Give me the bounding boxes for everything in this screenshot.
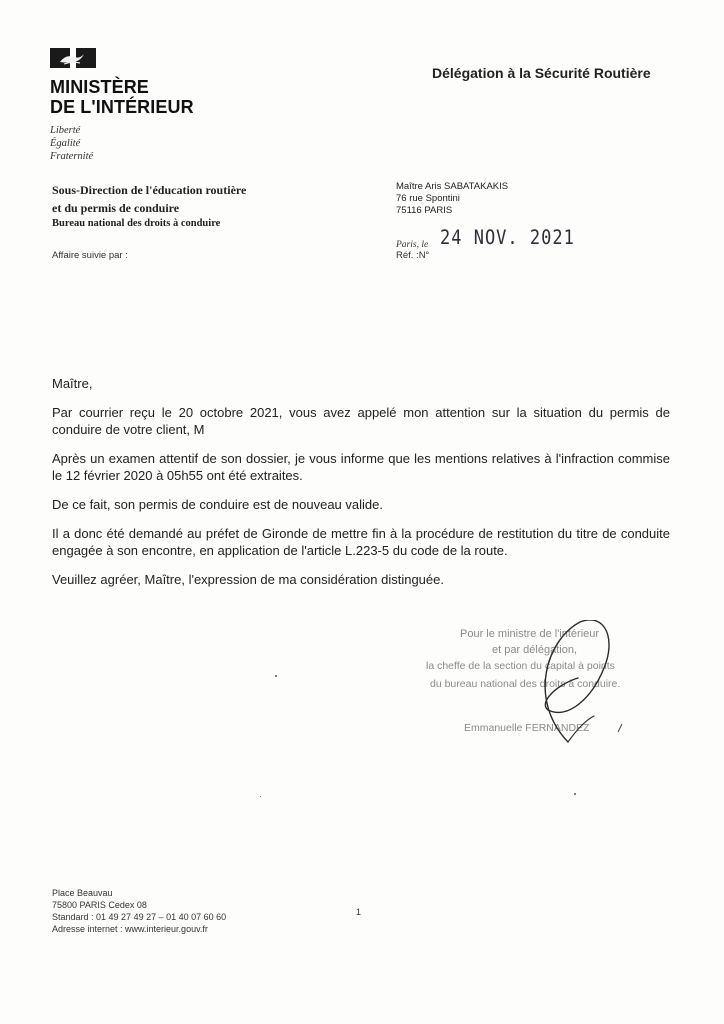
motto-egalite: Égalité	[50, 138, 81, 149]
ministry-line-2: DE L'INTÉRIEUR	[50, 97, 194, 117]
delegation-title: Délégation à la Sécurité Routière	[432, 65, 651, 81]
ministry-line-1: MINISTÈRE	[50, 77, 149, 97]
signature-line-3: la cheffe de la section du capital à points	[426, 660, 615, 672]
recipient-city: 75116 PARIS	[396, 205, 453, 216]
paragraph-3: De ce fait, son permis de conduire est de nouveau valide.	[52, 497, 383, 512]
page-number: 1	[356, 907, 362, 917]
footer-line-1: Place Beauvau	[52, 888, 113, 898]
signature-line-1: Pour le ministre de l'intérieur	[460, 628, 600, 640]
recipient-address	[396, 181, 508, 217]
paragraph-5: Veuillez agréer, Maître, l'expression de ma considération distinguée.	[52, 572, 444, 587]
signature-line-4: du bureau national des droits à conduire.	[430, 678, 621, 690]
recipient-name: Maître Aris SABATAKAKIS	[396, 181, 509, 192]
date-stamp: 24 NOV. 2021	[440, 226, 575, 250]
marianne-logo-icon	[50, 48, 96, 68]
paragraph-4: Il a donc été demandé au préfet de Gironde de mettre fin à la procédure de restitution du titre de conduite engagée à son encontre, en application de l'article L.223-5 du code de la route.	[52, 526, 670, 558]
footer-address	[52, 887, 226, 935]
subdirection-line-2: et du permis de conduire	[52, 201, 180, 215]
sender-subdirection	[52, 181, 246, 217]
reference-number: Réf. :N°	[396, 250, 430, 261]
paragraph-1: Par courrier reçu le 20 octobre 2021, vous avez appelé mon attention sur la situation du permis de conduire de votre client, M	[52, 405, 670, 437]
recipient-street: 76 rue Spontini	[396, 193, 460, 204]
affaire-suivie: Affaire suivie par :	[52, 250, 128, 261]
footer-line-3: Standard : 01 49 27 49 27 – 01 40 07 60 60	[52, 912, 227, 922]
sender-bureau: Bureau national des droits à conduire	[52, 218, 221, 229]
footer-line-4: Adresse internet : www.interieur.gouv.fr	[52, 924, 208, 934]
ministry-name	[50, 77, 194, 117]
salutation: Maître,	[52, 376, 93, 391]
signature-block	[418, 620, 688, 750]
signature-line-2: et par délégation,	[492, 644, 578, 656]
motto-liberte: Liberté	[50, 125, 81, 136]
signatory-name: Emmanuelle FERNANDEZ	[464, 722, 590, 734]
subdirection-line-1: Sous-Direction de l'éducation routière	[52, 183, 247, 197]
date-label: Paris, le	[396, 240, 429, 250]
republic-motto	[50, 124, 93, 163]
handwritten-signature-icon	[418, 620, 688, 750]
motto-fraternite: Fraternité	[50, 151, 94, 162]
paragraph-2: Après un examen attentif de son dossier, je vous informe que les mentions relatives à l'infraction commise le 12 février 2020 à 05h55 ont été extraites.	[52, 451, 670, 483]
footer-line-2: 75800 PARIS Cedex 08	[52, 900, 147, 910]
